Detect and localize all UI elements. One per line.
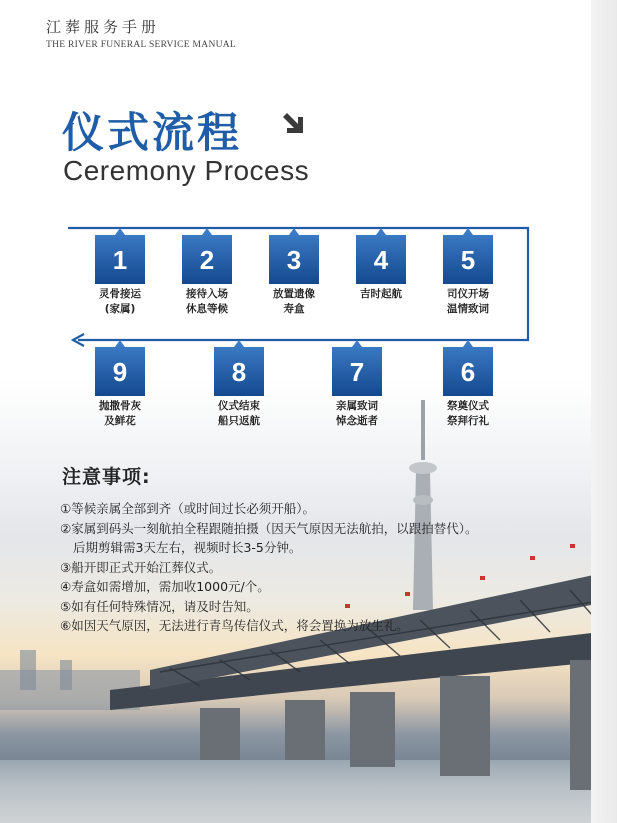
step-badge [443, 228, 493, 284]
step-badge [95, 228, 145, 284]
notes-list [60, 499, 580, 636]
step-number: 3 [286, 245, 302, 275]
process-step-5 [423, 228, 513, 317]
step-badge [443, 340, 493, 396]
step-label-line1: 吉时起航 [360, 288, 402, 300]
step-label [249, 287, 339, 317]
notes-title: 注意事项: [62, 466, 151, 488]
step-badge [356, 228, 406, 284]
step-badge [332, 340, 382, 396]
note-item-continuation: 后期剪辑需3天左右，视频时长3-5分钟。 [73, 540, 302, 555]
step-number: 4 [373, 245, 389, 275]
step-number: 6 [460, 357, 476, 387]
note-item: ④寿盒如需增加，需加收1000元/个。 [60, 579, 270, 594]
section-title-cn: 仪式流程 [62, 108, 243, 157]
step-badge [95, 340, 145, 396]
step-label-line2: 船只返航 [218, 415, 260, 427]
step-label [75, 399, 165, 429]
process-step-9 [75, 340, 165, 429]
step-label [75, 287, 165, 317]
step-label [162, 287, 252, 317]
note-item: ②家属到码头一刻航拍全程跟随拍摄（因天气原因无法航拍，以跟拍替代）。 [60, 520, 478, 536]
step-badge [269, 228, 319, 284]
step-badge [182, 228, 232, 284]
note-item: ⑥如因天气原因，无法进行青鸟传信仪式，将会置换为放生礼。 [60, 618, 409, 633]
step-label [423, 287, 513, 317]
step-label-line2: 温情致词 [447, 303, 489, 315]
step-number: 8 [231, 357, 247, 387]
step-label-line2: 休息等候 [186, 303, 228, 315]
step-number: 1 [112, 245, 128, 275]
manual-title-en: THE RIVER FUNERAL SERVICE MANUAL [46, 40, 237, 50]
step-label-line2: 及鲜花 [104, 415, 136, 427]
step-label [336, 287, 426, 302]
step-label [194, 399, 284, 429]
process-step-6 [423, 340, 513, 429]
manual-title-cn: 江葬服务手册 [46, 18, 161, 36]
note-item: ⑤如有任何特殊情况，请及时告知。 [60, 598, 259, 614]
step-label [423, 399, 513, 429]
step-label-line2: 祭拜行礼 [447, 415, 489, 427]
step-number: 2 [199, 245, 215, 275]
step-label-line1: 亲属致词 [336, 400, 378, 412]
process-step-2 [162, 228, 252, 317]
process-step-4 [336, 228, 426, 302]
process-step-8 [194, 340, 284, 429]
step-number: 7 [349, 357, 365, 387]
step-label-line1: 放置遗像 [273, 288, 315, 300]
process-step-7 [312, 340, 402, 429]
step-label-line2: (家属) [104, 303, 136, 315]
step-label-line2: 悼念逝者 [336, 415, 378, 427]
step-label-line1: 灵骨接运 [99, 288, 141, 300]
step-label-line2: 寿盒 [283, 303, 305, 315]
step-label-line1: 仪式结束 [218, 400, 260, 412]
step-label-line1: 抛撒骨灰 [99, 400, 141, 412]
step-label-line1: 接待入场 [186, 288, 228, 300]
note-item: ①等候亲属全部到齐（或时间过长必须开船）。 [60, 501, 315, 516]
step-label [312, 399, 402, 429]
process-step-1 [75, 228, 165, 317]
step-label-line1: 祭奠仪式 [447, 400, 489, 412]
note-item: ③船开即正式开始江葬仪式。 [60, 559, 222, 575]
step-label-line1: 司仪开场 [447, 288, 489, 300]
step-badge [214, 340, 264, 396]
process-step-3 [249, 228, 339, 317]
step-number: 9 [112, 357, 128, 387]
step-number: 5 [460, 245, 476, 275]
section-title-en: Ceremony Process [63, 155, 310, 186]
